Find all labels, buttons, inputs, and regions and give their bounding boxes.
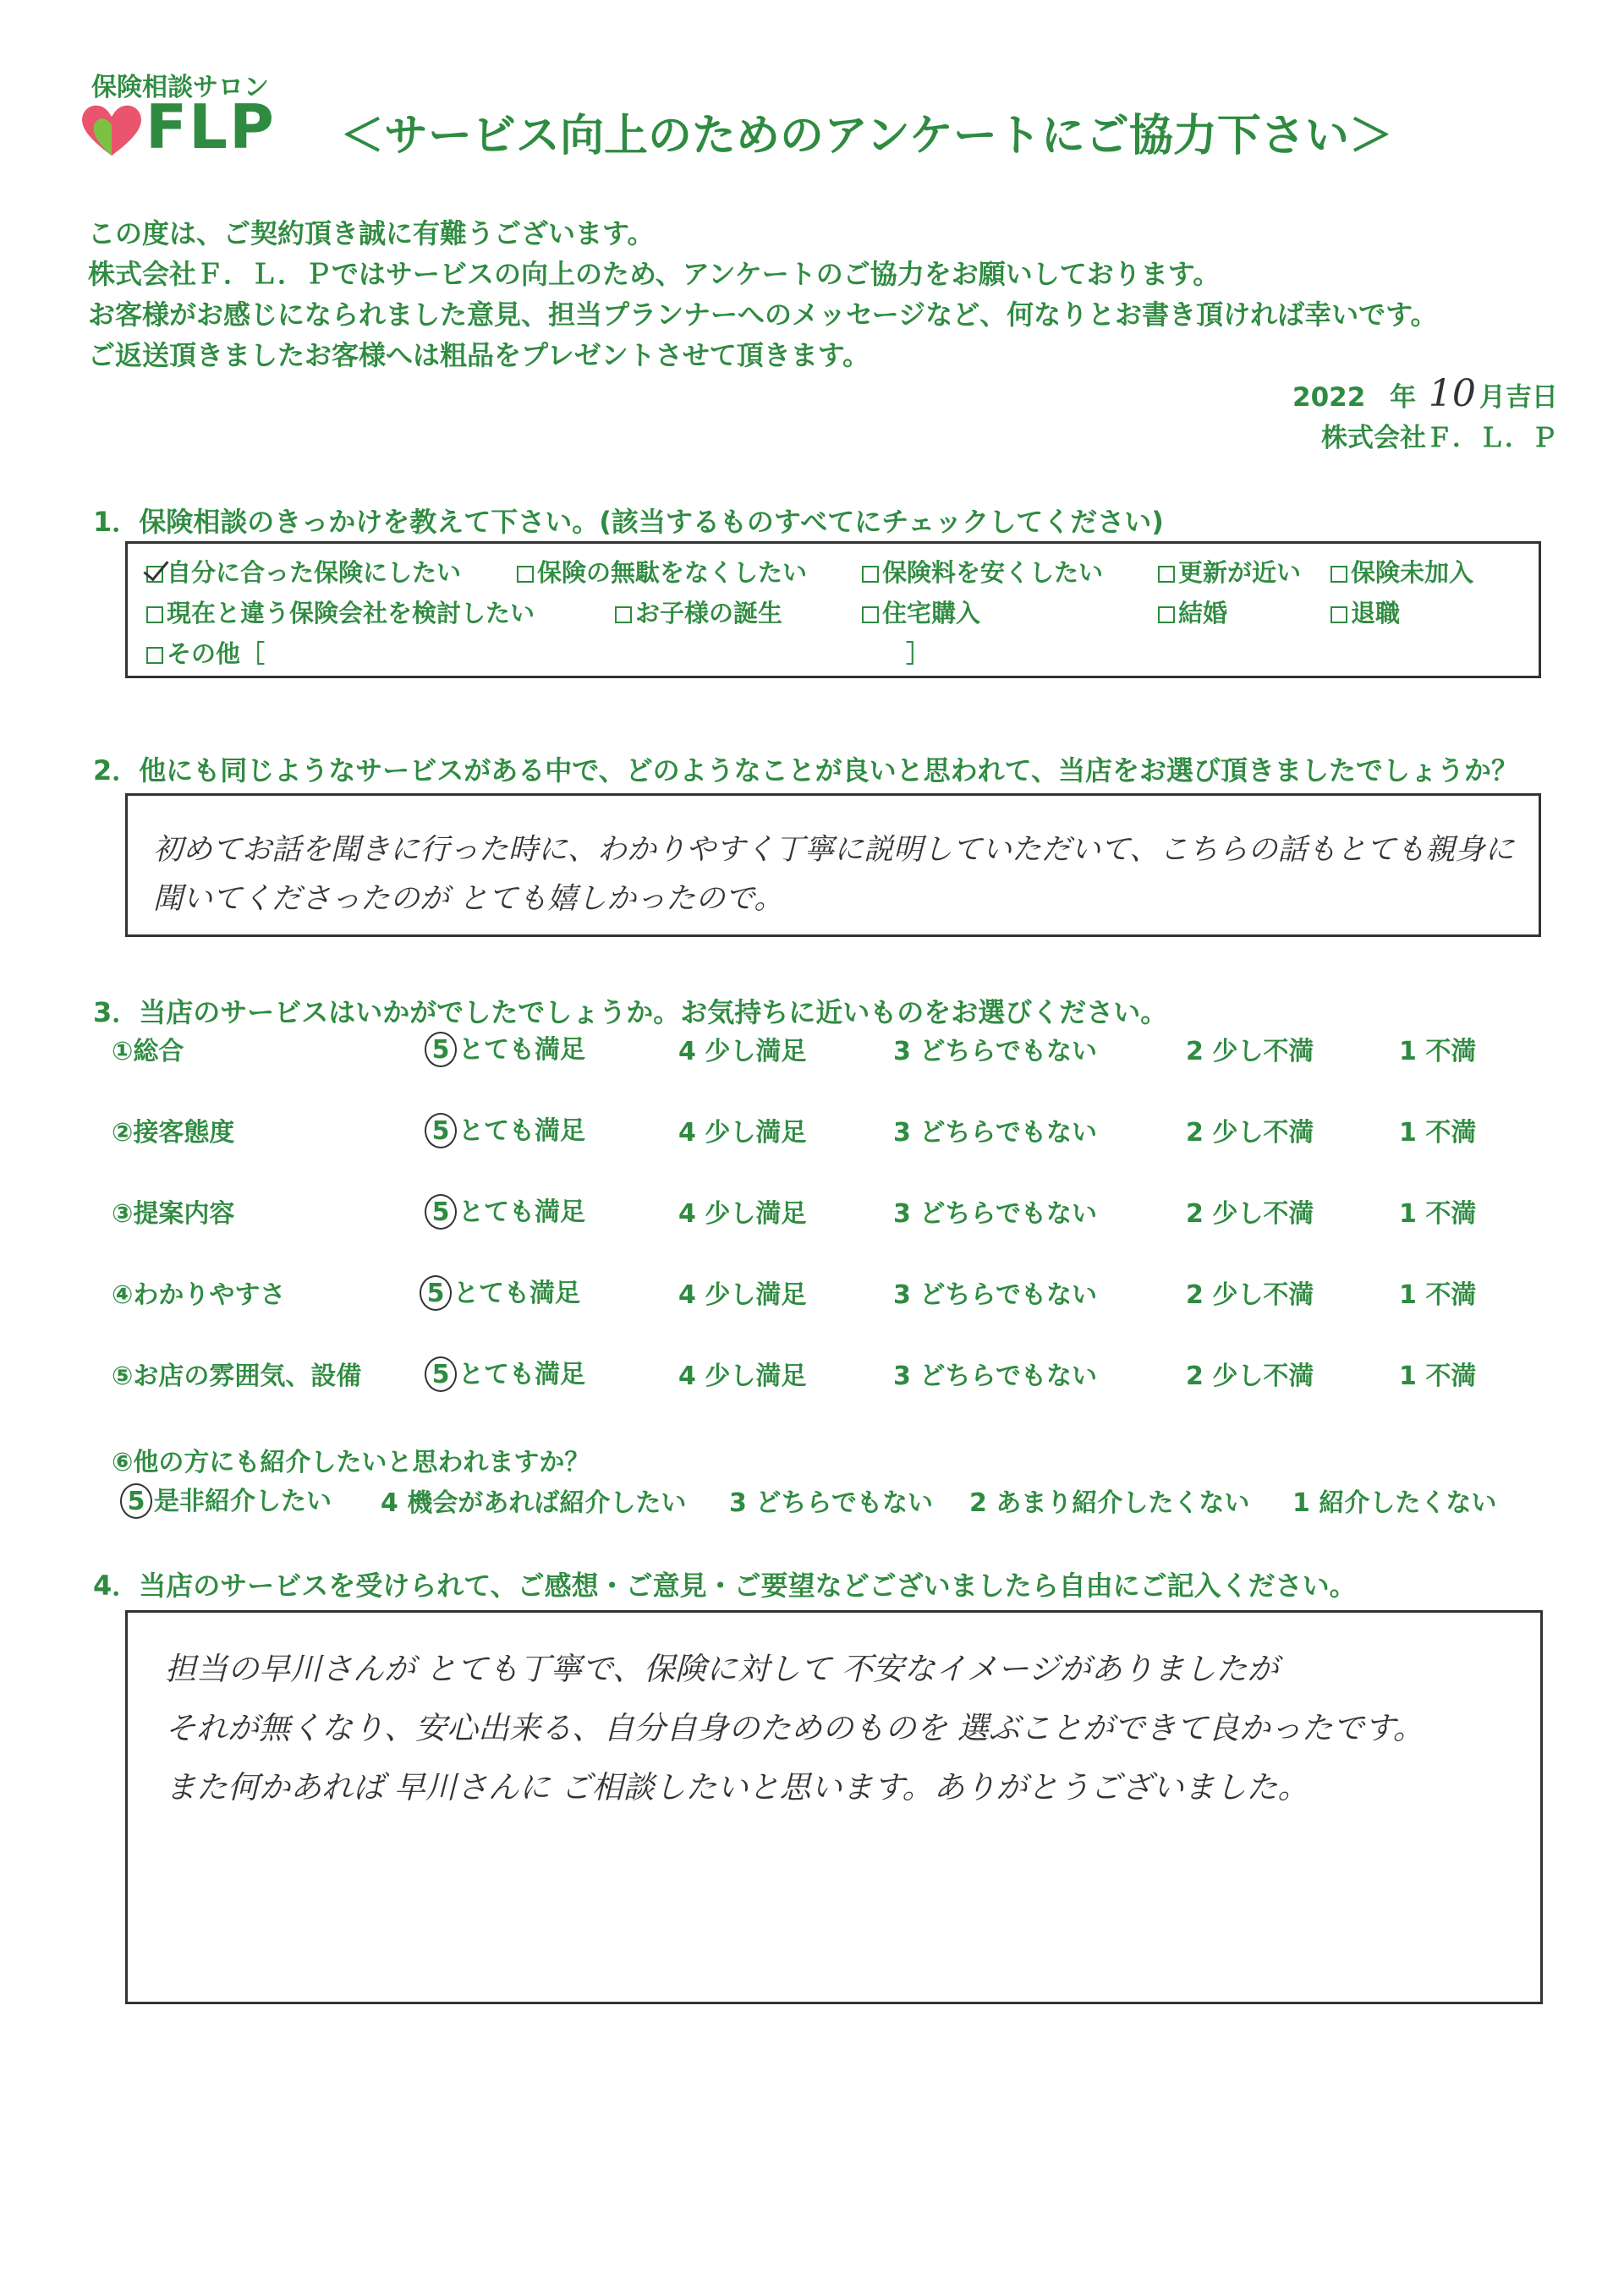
checkbox-icon[interactable] [146, 606, 163, 623]
selected-circle-icon: 5 [425, 1194, 457, 1230]
rating-option[interactable]: 3 どちらでもない [893, 1037, 1098, 1066]
referral-option[interactable]: 3 どちらでもない [729, 1488, 934, 1518]
q2-answer-line: 聞いてくださったのが とても嬉しかったので。 [153, 882, 784, 916]
heart-logo-icon [78, 100, 145, 159]
rating-option-selected[interactable]: 5 とても満足 [425, 1028, 585, 1067]
checkbox-icon[interactable] [615, 606, 632, 623]
q1-box [125, 541, 1541, 678]
intro-line: 株式会社Ｆ．Ｌ．Ｐではサービスの向上のため、アンケートのご協力をお願いしております。 [88, 258, 1221, 290]
checkbox-icon[interactable] [1158, 566, 1175, 583]
q3-item-label: ②接客態度 [112, 1118, 235, 1148]
rating-option-selected[interactable]: 5 とても満足 [425, 1110, 585, 1148]
referral-option[interactable]: 4 機会があれば紹介したい [381, 1488, 687, 1518]
rating-option[interactable]: 2 少し不満 [1186, 1280, 1314, 1310]
intro-line: この度は、ご契約頂き誠に有難うございます。 [88, 217, 655, 249]
q1-title: 1．保険相談のきっかけを教えて下さい。(該当するものすべてにチェックしてください) [93, 506, 1164, 538]
q2-title: 2．他にも同じようなサービスがある中で、どのようなことが良いと思われて、当店をお選び頂きましたでしょうか？ [93, 754, 1518, 786]
rating-option[interactable]: 2 少し不満 [1186, 1199, 1314, 1229]
rating-option-selected[interactable]: 5 とても満足 [425, 1353, 585, 1392]
rating-option[interactable]: 1 不満 [1399, 1199, 1477, 1229]
q1-option[interactable]: 退職 [1330, 595, 1400, 629]
rating-option[interactable]: 2 少し不満 [1186, 1037, 1314, 1066]
referral-option[interactable]: 1 紹介したくない [1292, 1488, 1497, 1518]
referral-question: ⑥他の方にも紹介したいと思われますか？ [112, 1448, 590, 1477]
rating-option[interactable]: 1 不満 [1399, 1118, 1477, 1148]
referral-option[interactable]: 2 あまり紹介したくない [969, 1488, 1250, 1518]
q1-option[interactable]: 現在と違う保険会社を検討したい [146, 595, 535, 629]
q2-answer-box[interactable] [125, 793, 1541, 937]
date-year: 2022 [1292, 382, 1366, 413]
q1-option[interactable]: お子様の誕生 [615, 595, 782, 629]
rating-option[interactable]: 1 不満 [1399, 1280, 1477, 1310]
q1-option[interactable]: 更新が近い [1158, 554, 1301, 589]
q1-option[interactable]: 結婚 [1158, 595, 1227, 629]
q1-option[interactable]: 自分に合った保険にしたい [146, 554, 461, 589]
selected-circle-icon: 5 [425, 1032, 457, 1067]
company-name: 株式会社Ｆ．Ｌ．Ｐ [1321, 423, 1557, 453]
intro-line: お客様がお感じになられました意見、担当プランナーへのメッセージなど、何なりとお書き頂ければ幸いです。 [88, 299, 1438, 331]
checkbox-icon[interactable] [862, 606, 879, 623]
q1-option[interactable]: 保険の無駄をなくしたい [517, 554, 807, 589]
rating-option[interactable]: 3 どちらでもない [893, 1199, 1098, 1229]
date-month-handwritten: 10 [1428, 372, 1476, 415]
q3-item-label: ①総合 [112, 1037, 184, 1066]
page-title: ＜サービス向上のためのアンケートにご協力下さい＞ [340, 111, 1393, 162]
selected-circle-icon: 5 [425, 1356, 457, 1392]
date-year-unit: 年 [1390, 382, 1417, 413]
intro-line: ご返送頂きましたお客様へは粗品をプレゼントさせて頂きます。 [88, 339, 870, 371]
selected-circle-icon: 5 [420, 1275, 452, 1311]
q3-item-label: ④わかりやすさ [112, 1280, 286, 1310]
q3-title: 3．当店のサービスはいかがでしたでしょうか。お気持ちに近いものをお選びください。 [93, 996, 1168, 1028]
q3-item-label: ⑤お店の雰囲気、設備 [112, 1362, 362, 1391]
rating-option[interactable]: 4 少し満足 [678, 1199, 807, 1229]
q4-answer-box[interactable] [125, 1610, 1543, 2004]
rating-option-selected[interactable]: 5 とても満足 [420, 1272, 580, 1311]
checkbox-icon[interactable] [517, 566, 534, 583]
logo-text: FLP [145, 91, 276, 162]
selected-circle-icon: 5 [120, 1483, 152, 1519]
q1-option[interactable]: 住宅購入 [862, 595, 980, 629]
rating-option[interactable]: 3 どちらでもない [893, 1118, 1098, 1148]
q4-answer-line: 担当の早川さんが とても丁寧で、保険に対して 不安なイメージがありましたが [165, 1651, 1279, 1687]
rating-option[interactable]: 2 少し不満 [1186, 1118, 1314, 1148]
checkbox-checked-icon[interactable] [146, 566, 163, 583]
logo-subtitle: 保険相談サロン [91, 73, 269, 102]
checkbox-icon[interactable] [146, 647, 163, 664]
rating-option[interactable]: 1 不満 [1399, 1362, 1477, 1391]
q1-option[interactable]: 保険料を安くしたい [862, 554, 1103, 589]
rating-option[interactable]: 3 どちらでもない [893, 1280, 1098, 1310]
rating-option[interactable]: 4 少し満足 [678, 1362, 807, 1391]
checkbox-icon[interactable] [1158, 606, 1175, 623]
q3-item-label: ③提案内容 [112, 1199, 235, 1229]
intro-text [88, 213, 1438, 375]
q1-option-other[interactable]: その他［ [146, 635, 265, 670]
rating-option[interactable]: 1 不満 [1399, 1037, 1477, 1066]
q1-option[interactable]: 保険未加入 [1330, 554, 1473, 589]
checkbox-icon[interactable] [1330, 566, 1347, 583]
rating-option[interactable]: 4 少し満足 [678, 1118, 807, 1148]
q4-answer-line: また何かあれば 早川さんに ご相談したいと思います。ありがとうございました。 [165, 1769, 1309, 1806]
date-month-suffix: 月吉日 [1479, 382, 1558, 413]
q4-title: 4．当店のサービスを受けられて、ご感想・ご意見・ご要望などございましたら自由にご記入ください。 [93, 1570, 1357, 1602]
q4-answer-line: それが無くなり、安心出来る、自分自身のためのものを 選ぶことができて良かったです。 [165, 1710, 1424, 1746]
rating-option-selected[interactable]: 5 とても満足 [425, 1191, 585, 1230]
date [1292, 372, 1558, 415]
checkbox-icon[interactable] [862, 566, 879, 583]
selected-circle-icon: 5 [425, 1113, 457, 1148]
rating-option[interactable]: 3 どちらでもない [893, 1362, 1098, 1391]
referral-option-selected[interactable]: 5 是非紹介したい [120, 1480, 332, 1519]
rating-option[interactable]: 4 少し満足 [678, 1037, 807, 1066]
checkbox-icon[interactable] [1330, 606, 1347, 623]
rating-option[interactable]: 4 少し満足 [678, 1280, 807, 1310]
q1-other-close: ］ [906, 639, 931, 668]
rating-option[interactable]: 2 少し不満 [1186, 1362, 1314, 1391]
q2-answer-line: 初めてお話を聞きに行った時に、わかりやすく丁寧に説明していただいて、こちらの話もとても親身に [153, 833, 1515, 867]
